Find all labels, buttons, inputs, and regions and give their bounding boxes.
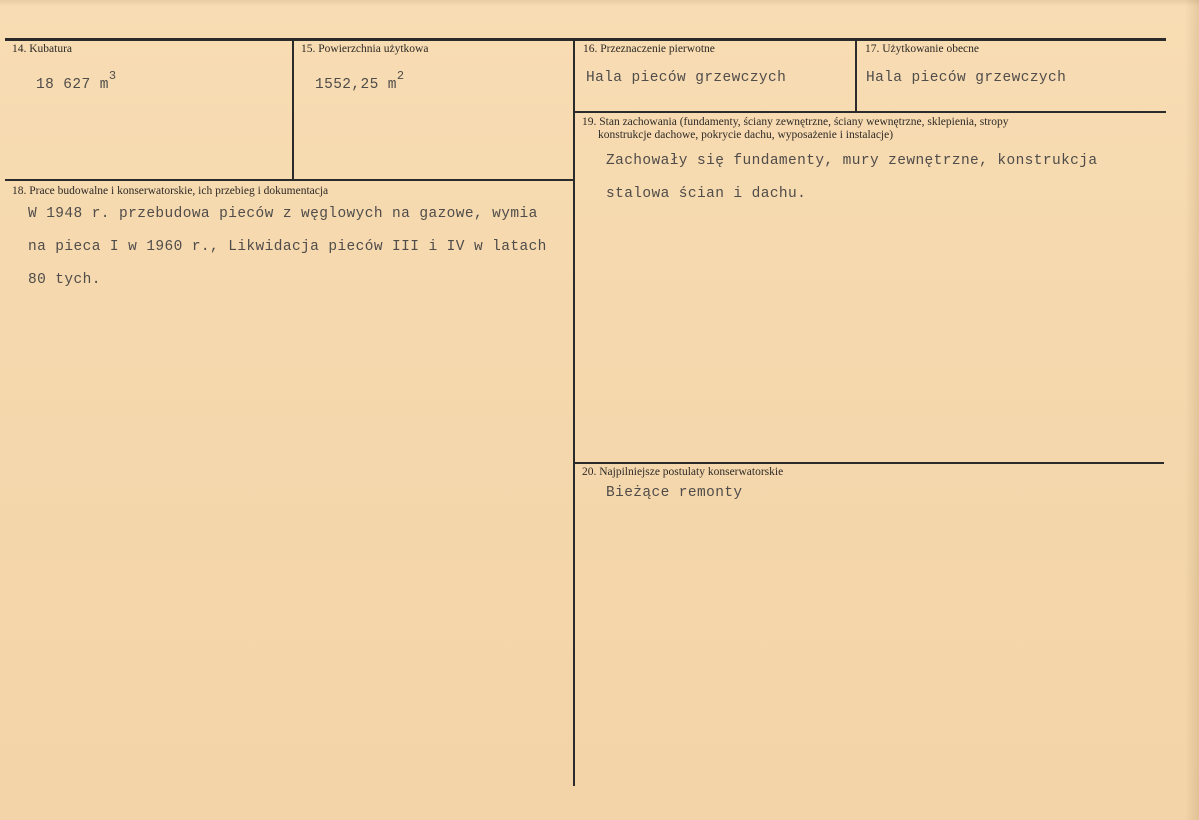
rule-14-18 (5, 179, 575, 181)
field-18-line-1: W 1948 r. przebudowa pieców z węglowych na gazowe, wymia (28, 206, 538, 222)
powierzchnia-value: 1552,25 m (315, 76, 397, 93)
field-15-value (315, 69, 405, 93)
rule-16-19 (574, 111, 1166, 113)
field-17-label: 17. Użytkowanie obecne (865, 43, 980, 55)
kubatura-unit-power: 3 (108, 69, 117, 83)
field-19-line-2: stalowa ścian i dachu. (606, 186, 807, 202)
paper-edge-right (1185, 0, 1199, 820)
field-15-label: 15. Powierzchnia użytkowa (301, 43, 429, 55)
divider-center (573, 40, 575, 786)
divider-14-15 (292, 40, 294, 179)
field-18-text (28, 198, 547, 297)
kubatura-value: 18 627 m (36, 76, 109, 93)
field-18-line-2: na pieca I w 1960 r., Likwidacja pieców III i IV w latach (28, 239, 547, 255)
field-14-value (36, 69, 117, 93)
field-17-value: Hala pieców grzewczych (866, 70, 1067, 86)
field-18-line-3: 80 tych. (28, 272, 101, 288)
rule-19-20 (574, 462, 1164, 464)
field-20-label: 20. Najpilniejsze postulaty konserwatorskie (582, 466, 784, 478)
field-20-value: Bieżące remonty (606, 485, 743, 501)
field-16-value: Hala pieców grzewczych (586, 70, 787, 86)
field-19-line-1: Zachowały się fundamenty, mury zewnętrzne, konstrukcja (606, 153, 1098, 169)
field-19-label-line-1: 19. Stan zachowania (fundamenty, ściany zewnętrzne, ściany wewnętrzne, sklepienia, stropy (582, 116, 1009, 128)
field-19-text (606, 145, 1097, 211)
field-14-label: 14. Kubatura (12, 43, 73, 55)
top-rule (5, 38, 1166, 41)
divider-16-17 (855, 40, 857, 112)
field-19-label-line-2: konstrukcje dachowe, pokrycie dachu, wyposażenie i instalacje) (598, 129, 894, 141)
field-18-label: 18. Prace budowalne i konserwatorskie, ich przebieg i dokumentacja (12, 185, 329, 197)
powierzchnia-unit-power: 2 (396, 69, 405, 83)
field-16-label: 16. Przeznaczenie pierwotne (583, 43, 715, 55)
paper-edge-top (0, 0, 1199, 6)
